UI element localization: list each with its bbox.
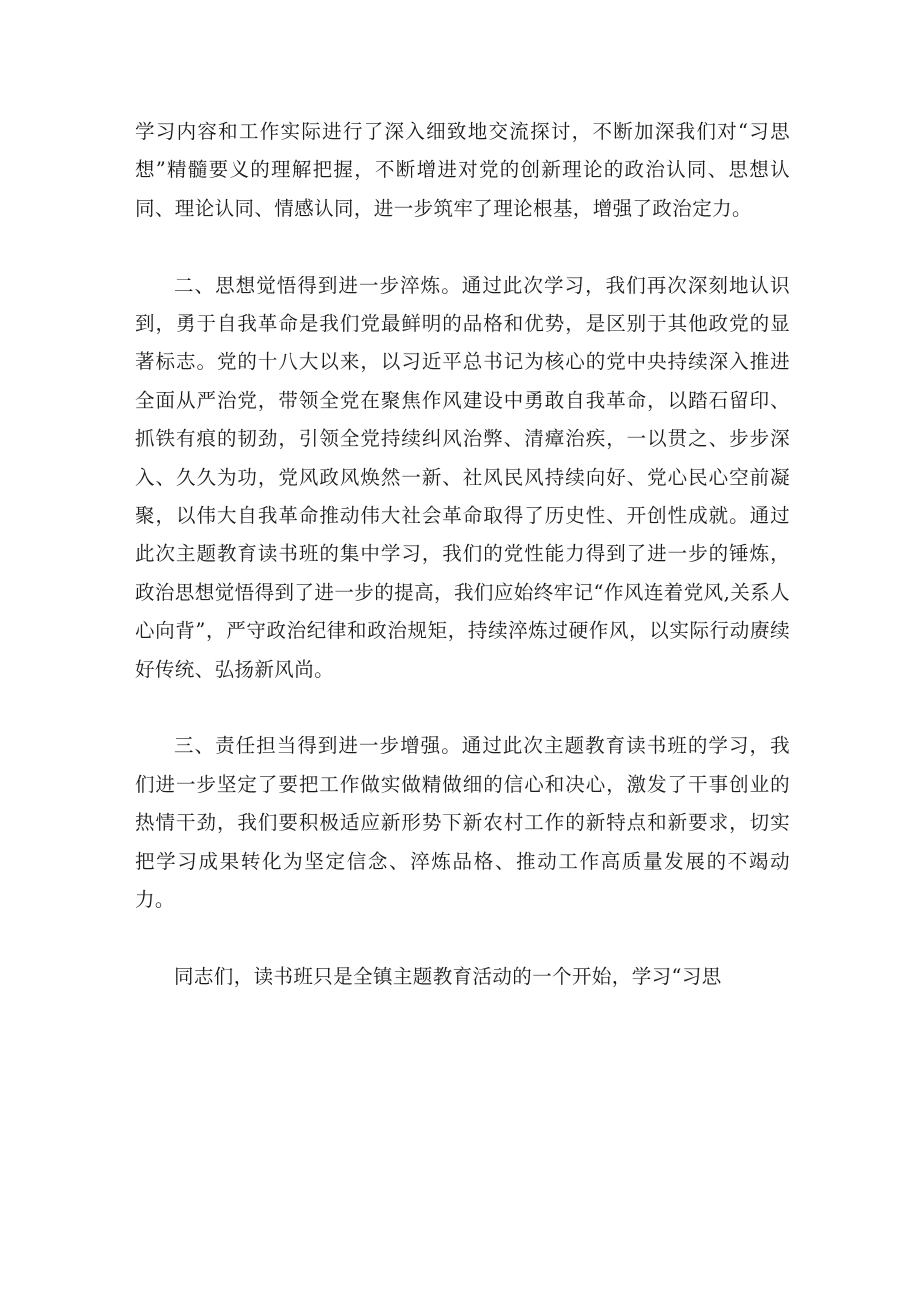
document-body <box>135 113 790 996</box>
paragraph-section-three: 三、责任担当得到进一步增强。通过此次主题教育读书班的学习，我们进一步坚定了要把工作做实做精做细的信心和决心，激发了干事创业的热情干劲，我们要积极适应新形势下新农村工作的新特点和新要求，切实把学习成果转化为坚定信念、淬炼品格、推动工作高质量发展的不竭动力。 <box>135 734 790 912</box>
paragraph-section-two: 二、思想觉悟得到进一步淬炼。通过此次学习，我们再次深刻地认识到，勇于自我革命是我们党最鲜明的品格和优势，是区别于其他政党的显著标志。党的十八大以来，以习近平总书记为核心的党中央持续深入推进全面从严治党，带领全党在聚焦作风建设中勇敢自我革命，以踏石留印、抓铁有痕的韧劲，引领全党持续纠风治弊、清瘴治疾，一以贯之、步步深入、久久为功，党风政风焕然一新、社风民风持续向好、党心民心空前凝聚，以伟大自我革命推动伟大社会革命取得了历史性、开创性成就。通过此次主题教育读书班的集中学习，我们的党性能力得到了进一步的锤炼，政治思想觉悟得到了进一步的提高，我们应始终牢记“作风连着党风,关系人心向背”，严守政治纪律和政治规矩，持续淬炼过硬作风，以实际行动赓续好传统、弘扬新风尚。 <box>135 273 790 681</box>
paragraph-continuation: 学习内容和工作实际进行了深入细致地交流探讨，不断加深我们对“习思想”精髓要义的理解把握，不断增进对党的创新理论的政治认同、思想认同、理论认同、情感认同，进一步筑牢了理论根基，增强了政治定力。 <box>135 120 790 220</box>
paragraph-closing: 同志们，读书班只是全镇主题教育活动的一个开始，学习“习思 <box>174 964 722 988</box>
